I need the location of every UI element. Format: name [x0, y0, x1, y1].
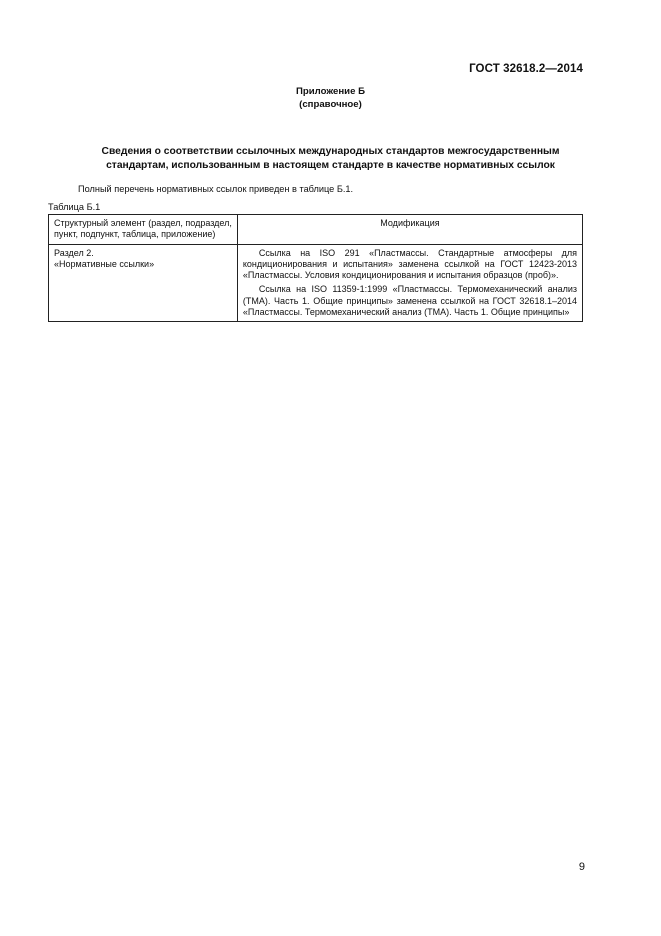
appendix-subtitle: (справочное) — [299, 98, 362, 110]
cell-structural-element — [49, 244, 238, 322]
appendix-heading — [0, 86, 661, 111]
appendix-title: Приложение Б — [296, 86, 365, 97]
modification-paragraph-2: Ссылка на ISO 11359-1:1999 «Пластмассы. Термомеханический анализ (ТМА). Часть 1. Общие принципы» заменена ссылкой на ГОСТ 32618.1–2014 «Пластмассы. Термомеханический анализ (ТМА). Часть 1. Общие принципы» — [242, 284, 577, 318]
document-code: ГОСТ 32618.2—2014 — [469, 63, 583, 75]
cell-modification — [237, 244, 582, 322]
section-title-line-1: Сведения о соответствии ссылочных международных стандартов межгосударственным — [101, 146, 560, 157]
header-structural-element: Структурный элемент (раздел, подраздел, пункт, подпункт, таблица, приложение) — [49, 215, 238, 245]
page-number: 9 — [578, 861, 585, 873]
table-header-row — [49, 215, 583, 245]
element-section-number: Раздел 2. — [54, 247, 94, 258]
modification-paragraph-1: Ссылка на ISO 291 «Пластмассы. Стандартные атмосферы для кондиционирования и испытания» заменена ссылкой на ГОСТ 12423-2013 «Пластмассы. Условия кондиционирования и испытания образцов (проб)». — [242, 247, 577, 281]
element-section-name: «Нормативные ссылки» — [54, 258, 155, 269]
section-title-line-2: стандартам, использованным в настоящем стандарте в качестве нормативных ссылок — [106, 159, 555, 171]
reference-table — [48, 214, 583, 322]
section-title — [52, 145, 609, 172]
table-row — [49, 244, 583, 322]
table-label: Таблица Б.1 — [48, 202, 101, 212]
intro-text: Полный перечень нормативных ссылок приведен в таблице Б.1. — [78, 184, 354, 194]
header-modification: Модификация — [237, 215, 582, 245]
